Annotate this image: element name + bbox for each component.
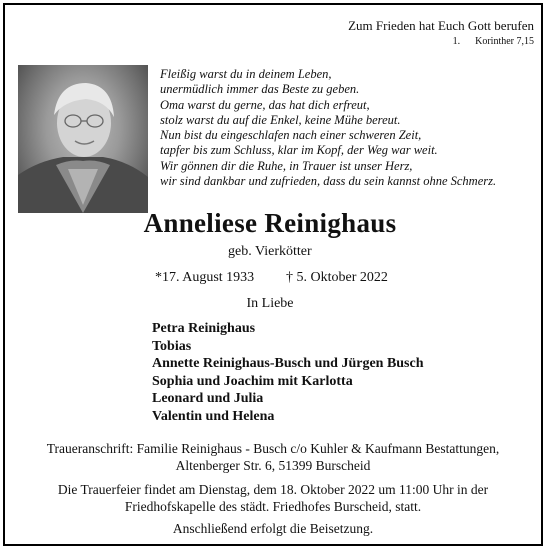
family-member: Annette Reinighaus-Busch und Jürgen Busch	[152, 356, 424, 371]
funeral-service-info	[0, 481, 546, 515]
motto	[348, 18, 534, 50]
poem-line: tapfer bis zum Schluss, klar im Kopf, der Weg war weit.	[160, 143, 438, 158]
family-list	[152, 320, 424, 425]
service-line: Die Trauerfeier findet am Dienstag, dem 18. Oktober 2022 um 11:00 Uhr in der	[57, 482, 489, 497]
poem-line: Oma warst du gerne, das hat dich erfreut,	[160, 97, 370, 112]
family-member: Valentin und Helena	[152, 408, 275, 424]
mourning-address	[0, 440, 546, 474]
poem-line: unermüdlich immer das Beste zu geben.	[160, 82, 360, 97]
poem-line: Wir gönnen dir die Ruhe, in Trauer ist unser Herz,	[160, 158, 413, 173]
family-member: Leonard und Julia	[152, 391, 264, 406]
family-member: Petra Reinighaus	[152, 321, 256, 336]
motto-reference: 1. Korinther 7,15	[452, 36, 534, 47]
birth-name: geb. Vierkötter	[228, 244, 312, 259]
family-member: Tobias	[152, 338, 192, 354]
death-date: † 5. Oktober 2022	[286, 270, 388, 285]
poem-line: wir sind dankbar und zufrieden, dass du sein kannst ohne Schmerz.	[160, 174, 497, 189]
address-line: Altenberger Str. 6, 51399 Burscheid	[175, 458, 371, 473]
poem-line: Nun bist du eingeschlafen nach einer schweren Zeit,	[160, 128, 422, 143]
portrait-illustration	[18, 65, 148, 213]
family-member: Sophia und Joachim mit Karlotta	[152, 373, 353, 389]
address-line: Traueranschrift: Familie Reinighaus - Busch c/o Kuhler & Kaufmann Bestattungen,	[46, 441, 500, 456]
service-line: Friedhofskapelle des städt. Friedhofes Burscheid, statt.	[124, 499, 422, 514]
burial-note: Anschließend erfolgt die Beisetzung.	[172, 521, 374, 536]
deceased-name: Anneliese Reinighaus	[143, 208, 397, 238]
poem-line: Fleißig warst du in deinem Leben,	[160, 67, 332, 81]
birth-date: *17. August 1933	[155, 270, 255, 285]
motto-text: Zum Frieden hat Euch Gott berufen	[348, 18, 534, 33]
poem-line: stolz warst du auf die Enkel, keine Mühe bereut.	[160, 112, 401, 127]
portrait-photo	[18, 65, 148, 213]
in-love-caption: In Liebe	[246, 296, 294, 311]
poem	[160, 67, 496, 189]
